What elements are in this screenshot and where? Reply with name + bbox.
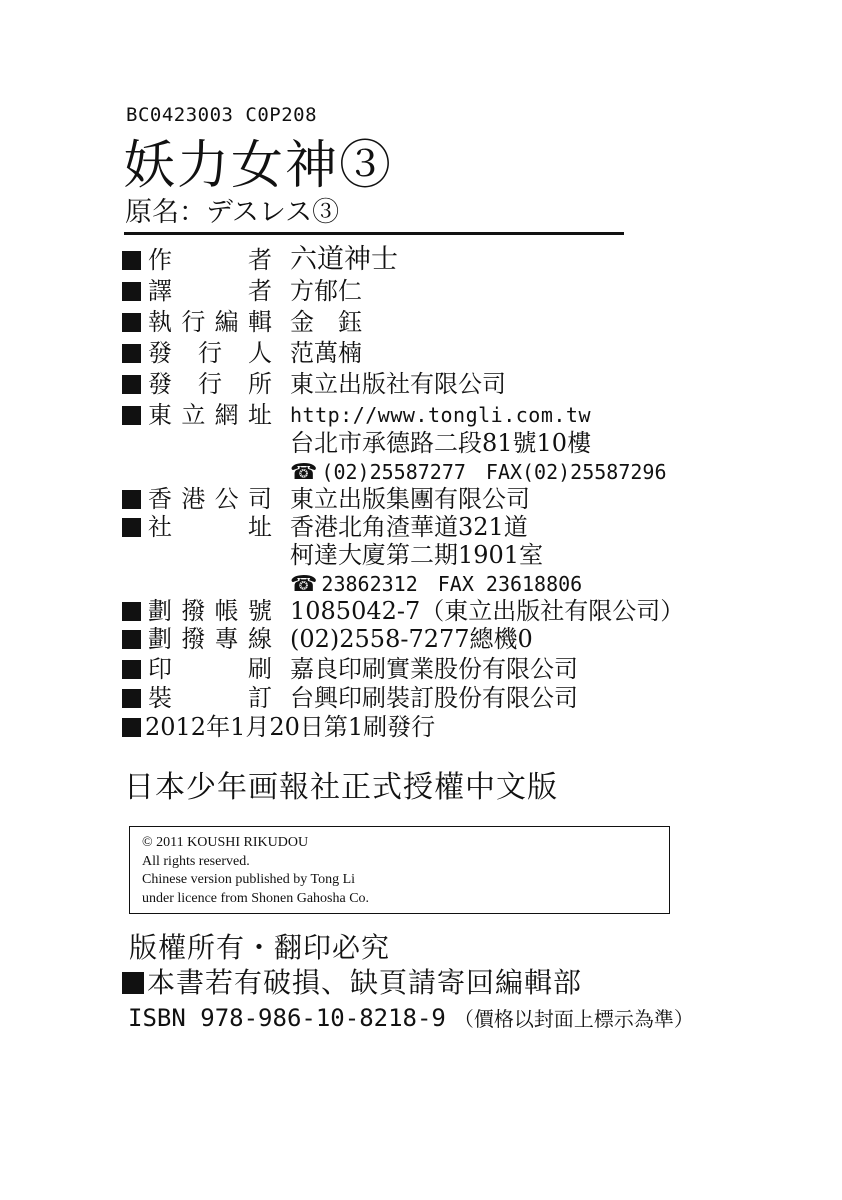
credit-label: 發行所 [148,370,272,398]
credit-value: 方郁仁 [290,277,362,305]
credit-value: 東立出版集團有限公司 [290,485,530,513]
website-url: http://www.tongli.com.tw [290,403,591,427]
copyright-line: © 2011 KOUSHI RIKUDOU [142,835,309,850]
credit-label: 社址 [148,513,272,541]
tongli-phone-line [290,456,667,486]
bullet-square-icon [122,660,141,679]
hk-address-line-2: 柯達大廈第二期1901室 [290,541,544,569]
copyright-line: Chinese version published by Tong Li [142,872,356,887]
credit-label: 譯者 [148,277,272,305]
title-divider [124,232,624,235]
credit-value: 嘉良印刷實業股份有限公司 [290,655,578,683]
credit-value: 東立出版社有限公司 [290,370,506,398]
credit-value: 六道神士 [290,244,398,275]
bullet-square-icon [122,689,141,708]
bullet-square-icon [122,375,141,394]
damage-notice [122,965,582,1001]
book-title: 妖力女神③ [123,136,394,196]
credit-value: 香港北角渣華道321道 [290,513,528,541]
bullet-square-icon [122,972,144,994]
bullet-square-icon [122,718,141,737]
credit-value: (02)2558-7277總機0 [290,625,533,653]
isbn-line [128,1002,694,1035]
print-date-text: 2012年1月20日第1刷發行 [145,713,436,741]
tongli-phone: (02)25587277 FAX(02)25587296 [321,460,667,484]
hk-phone: 23862312 FAX 23618806 [321,572,583,596]
credit-label: 裝訂 [148,684,272,712]
hk-phone-line [290,568,582,598]
credit-value: 范萬楠 [290,339,362,367]
telephone-icon: ☎ [290,460,318,485]
credit-label: 執行編輯 [148,308,272,336]
print-date [122,712,435,742]
credit-label: 劃撥帳號 [148,597,272,625]
license-statement: 日本少年画報社正式授權中文版 [124,770,558,805]
copyright-line: under licence from Shonen Gahosha Co. [142,890,370,906]
bullet-square-icon [122,282,141,301]
credit-label: 香港公司 [148,485,272,513]
isbn-number: ISBN 978-986-10-8218-9 [128,1004,446,1032]
bullet-square-icon [122,251,141,270]
copyright-box [129,826,670,914]
tongli-address: 台北市承德路二段81號10樓 [290,429,592,457]
damage-notice-text: 本書若有破損、缺頁請寄回編輯部 [147,966,583,999]
bullet-square-icon [122,518,141,537]
credit-value: 金 鈺 [290,308,362,336]
credit-value: 1085042-7（東立出版社有限公司） [290,597,685,625]
credit-value: 台興印刷裝訂股份有限公司 [290,684,578,712]
price-note: （價格以封面上標示為準） [453,1007,694,1031]
bullet-square-icon [122,490,141,509]
telephone-icon: ☎ [290,572,318,597]
credit-label: 東立網址 [148,401,272,429]
bullet-square-icon [122,344,141,363]
bullet-square-icon [122,630,141,649]
book-code: BC0423003 C0P208 [126,104,318,126]
rights-reserved: 版權所有・翻印必究 [129,931,391,964]
credit-label: 印刷 [148,655,272,683]
bullet-square-icon [122,313,141,332]
bullet-square-icon [122,406,141,425]
credit-label: 發行人 [148,339,272,367]
credit-label: 作者 [148,246,272,274]
copyright-line: All rights reserved. [142,853,250,869]
original-title: 原名：デスレス③ [125,197,340,228]
credit-label: 劃撥專線 [148,625,272,653]
bullet-square-icon [122,602,141,621]
